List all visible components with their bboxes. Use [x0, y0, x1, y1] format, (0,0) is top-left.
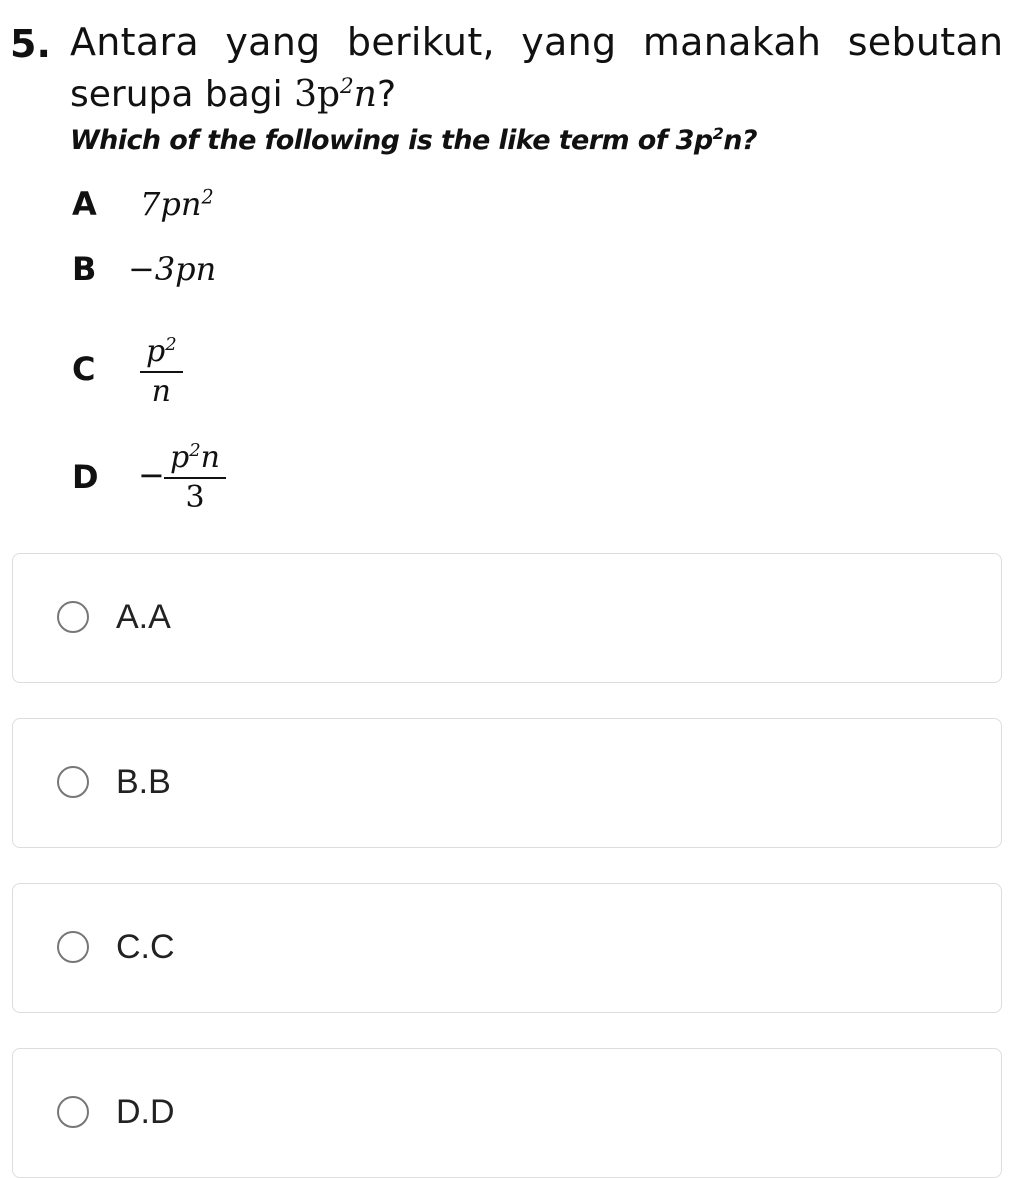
choice-a[interactable] [12, 553, 1002, 683]
question-number: 5. [10, 22, 51, 66]
radio-button[interactable] [57, 766, 89, 798]
choice-label: D.D [116, 1093, 175, 1131]
option-d-sign: − [138, 456, 165, 494]
option-a-letter: A [72, 185, 97, 223]
option-c-letter: C [72, 350, 96, 388]
question-malay-line1: Antara yang berikut, yang manakah sebutan [70, 20, 1004, 64]
choice-b[interactable] [12, 718, 1002, 848]
choice-d[interactable] [12, 1048, 1002, 1178]
choice-c[interactable] [12, 883, 1002, 1013]
option-b-value: −3pn [128, 250, 217, 288]
malay-text: serupa bagi [70, 74, 295, 115]
term: $3p^2n$ [294, 74, 377, 115]
radio-button[interactable] [57, 601, 89, 633]
radio-button[interactable] [57, 931, 89, 963]
choice-label: B.B [116, 763, 171, 801]
option-a-value: $7pn^2$ [140, 185, 214, 223]
question-english: Which of the following is the like term of $3p^2n$? [70, 124, 757, 156]
option-c-fraction: $\frac{p^2}{n}$ [140, 326, 183, 411]
radio-button[interactable] [57, 1096, 89, 1128]
question-malay-line2: serupa bagi $3p^2n$? [70, 74, 397, 115]
option-b-letter: B [72, 250, 97, 288]
choice-label: C.C [116, 928, 175, 966]
option-d-letter: D [72, 458, 99, 496]
option-d-fraction: $\frac{p^2n}{3}$ [164, 432, 226, 517]
question-image [0, 0, 1031, 540]
choice-label: A.A [116, 598, 171, 636]
